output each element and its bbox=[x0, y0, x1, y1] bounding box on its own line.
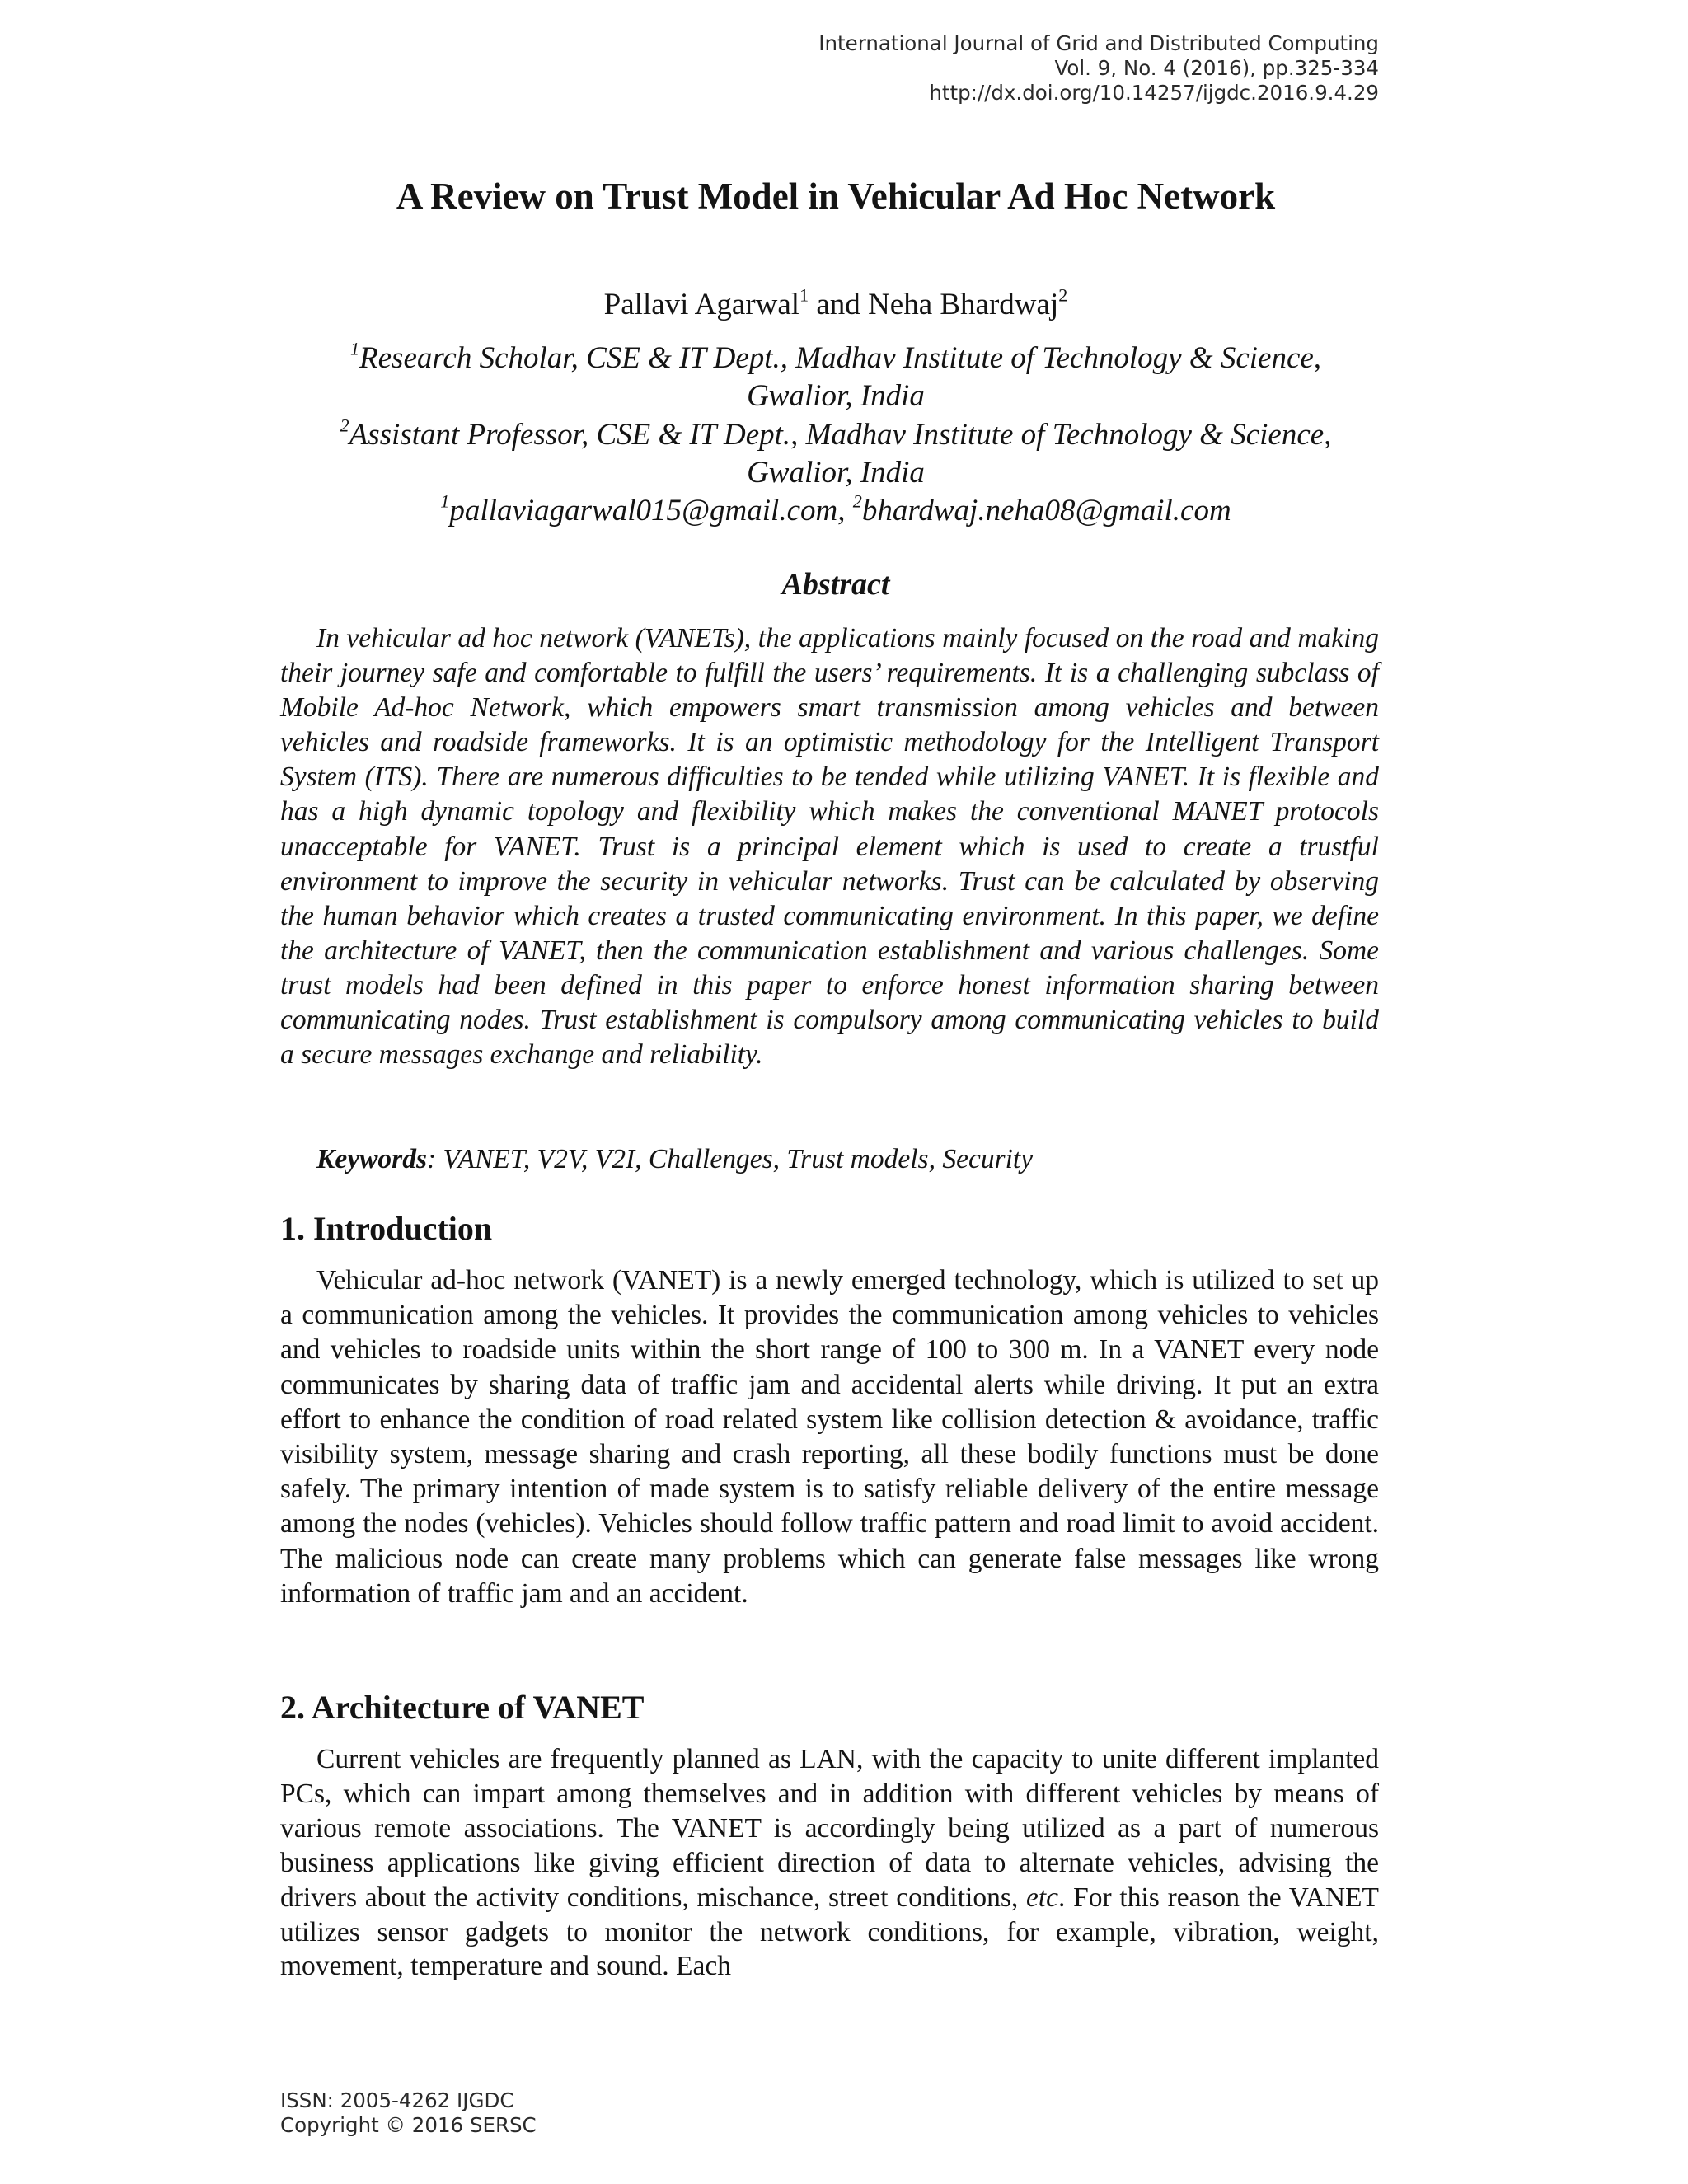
author-conjunction: and bbox=[809, 288, 869, 321]
doi-link[interactable]: http://dx.doi.org/10.14257/ijgdc.2016.9.4.29 bbox=[929, 81, 1379, 105]
email-superscript: 1 bbox=[440, 490, 450, 512]
body-paragraph: Vehicular ad-hoc network (VANET) is a newly emerged technology, which is utilized to set up a communication among the vehicles. It provides the communication among vehicles to vehicles and vehicles to roadside units within the short range of 100 to 300 m. In a VANET every node communicates by sharing data of traffic jam and accidental alerts while driving. It put an extra effort to enhance the condition of road related system like collision detection & avoidance, traffic visibility system, message sharing and crash reporting, all these bodily functions must be done safely. The primary intention of made system is to satisfy reliable delivery of the entire message among the nodes (vehicles). Vehicles should follow traffic pattern and road limit to avoid accident. The malicious node can create many problems which can generate false messages like wrong information of traffic jam and an accident. bbox=[280, 1265, 1379, 1609]
affiliation-superscript: 1 bbox=[349, 338, 360, 359]
author-email[interactable]: pallaviagarwal015@gmail.com, bbox=[449, 494, 853, 528]
author-email[interactable]: bhardwaj.neha08@gmail.com bbox=[861, 494, 1231, 528]
architecture-body bbox=[280, 1742, 1379, 1984]
author-superscript: 2 bbox=[1058, 284, 1068, 306]
affiliation-line: Gwalior, India bbox=[747, 455, 925, 490]
affiliation-text: Assistant Professor, CSE & IT Dept., Madhav Institute of Technology & Science, bbox=[349, 417, 1332, 452]
affiliation-text: Research Scholar, CSE & IT Dept., Madhav Institute of Technology & Science, bbox=[359, 341, 1322, 375]
keywords bbox=[316, 1142, 1380, 1177]
journal-name: International Journal of Grid and Distributed Computing bbox=[818, 31, 1379, 55]
author-list bbox=[280, 285, 1391, 325]
author-name: Pallavi Agarwal bbox=[603, 288, 800, 321]
abstract-body bbox=[280, 621, 1379, 1072]
copyright-line: Copyright © 2016 SERSC bbox=[280, 2113, 537, 2137]
keywords-label: Keywords bbox=[316, 1144, 427, 1174]
body-paragraph bbox=[280, 1742, 1379, 1984]
section-heading-architecture: 2. Architecture of VANET bbox=[280, 1689, 645, 1726]
author-superscript: 1 bbox=[799, 284, 809, 306]
affiliations bbox=[280, 340, 1391, 530]
abstract-paragraph: In vehicular ad hoc network (VANETs), the applications mainly focused on the road and making their journey safe and comfortable to fulfill the users’ requirements. It is a challenging subclass of Mobile Ad-hoc Network, which empowers smart transmission among vehicles and between vehicles and roadside frameworks. It is an optimistic methodology for the Intelligent Transport System (ITS). There are numerous difficulties to be tended while utilizing VANET. It is flexible and has a high dynamic topology and flexibility which makes the conventional MANET protocols unacceptable for VANET. Trust is a principal element which is used to create a trustful environment to improve the security in vehicular networks. Trust can be calculated by observing the human behavior which creates a trusted communicating environment. In this paper, we define the architecture of VANET, then the communication establishment and various challenges. Some trust models had been defined in this paper to enforce honest information sharing between communicating nodes. Trust establishment is compulsory among communicating vehicles to build a secure messages exchange and reliability. bbox=[280, 623, 1379, 1071]
journal-volume: Vol. 9, No. 4 (2016), pp.325-334 bbox=[1054, 56, 1379, 80]
page-footer bbox=[280, 2088, 857, 2138]
section-heading-introduction: 1. Introduction bbox=[280, 1210, 493, 1247]
issn-line: ISSN: 2005-4262 IJGDC bbox=[280, 2088, 514, 2112]
running-header bbox=[659, 31, 1379, 105]
keywords-list: : VANET, V2V, V2I, Challenges, Trust models, Security bbox=[427, 1144, 1034, 1174]
email-line bbox=[280, 492, 1391, 530]
email-superscript: 2 bbox=[852, 490, 862, 512]
paragraph-text: . For this reason the VANET utilizes sensor gadgets to monitor the network conditions, for example, vibration, weight, movement, temperature and sound. Each bbox=[280, 1882, 1379, 1982]
affiliation-line bbox=[280, 340, 1391, 377]
paper-title: A Review on Trust Model in Vehicular Ad Hoc Network bbox=[396, 176, 1276, 217]
affiliation-line bbox=[280, 416, 1391, 454]
affiliation-superscript: 2 bbox=[340, 415, 349, 436]
introduction-body bbox=[280, 1263, 1379, 1611]
author-name: Neha Bhardwaj bbox=[868, 288, 1059, 321]
italic-etc: etc bbox=[1025, 1882, 1059, 1913]
affiliation-line: Gwalior, India bbox=[747, 379, 925, 414]
paragraph-text: Current vehicles are frequently planned as LAN, with the capacity to unite different implanted PCs, which can impart among themselves and in addition with different vehicles by means of various remote associations. The VANET is accordingly being utilized as a part of numerous business applications like giving efficient direction of data to alternate vehicles, advising the drivers about the activity conditions, mischance, street conditions, bbox=[280, 1744, 1379, 1913]
abstract-heading: Abstract bbox=[781, 567, 890, 602]
